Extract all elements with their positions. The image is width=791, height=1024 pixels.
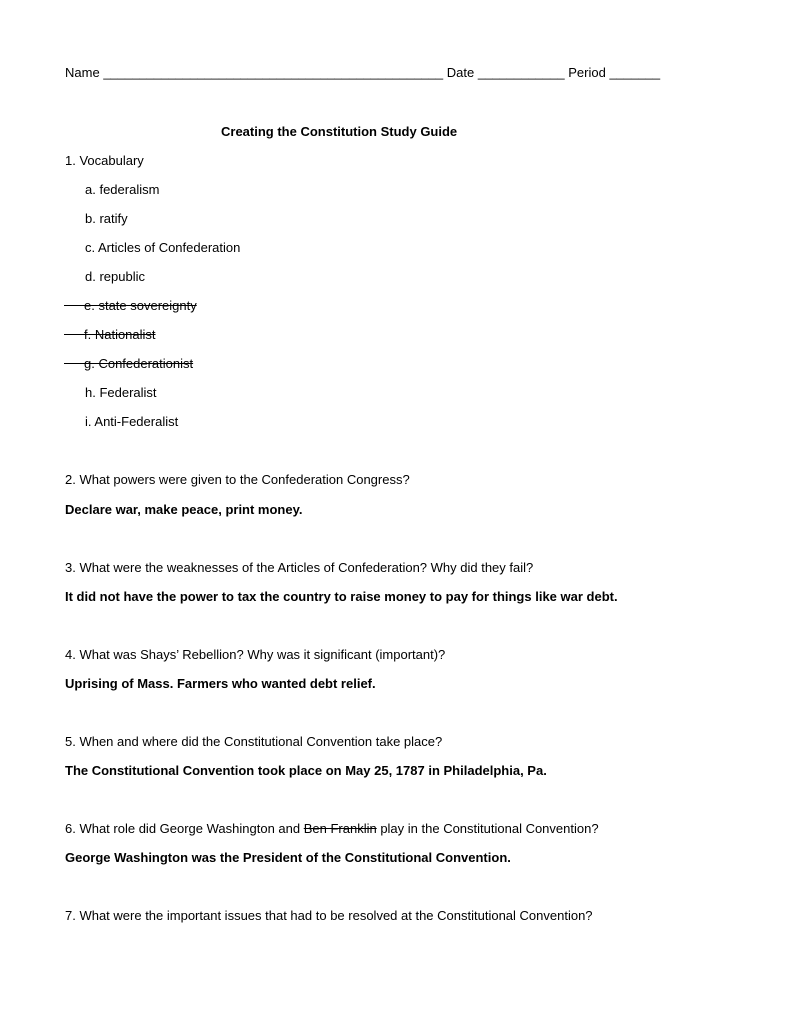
answer-3: It did not have the power to tax the country to raise money to pay for things like war debt. — [65, 589, 618, 604]
strike-dash — [64, 363, 84, 364]
question-7: 7. What were the important issues that had to be resolved at the Constitutional Convention? — [65, 908, 593, 923]
answer-4: Uprising of Mass. Farmers who wanted debt relief. — [65, 676, 376, 691]
vocab-item-e-text: e. state sovereignty — [84, 298, 197, 313]
date-label: Date — [446, 65, 475, 80]
header-line — [65, 65, 660, 81]
answer-2: Declare war, make peace, print money. — [65, 502, 303, 517]
answer-6: George Washington was the President of the Constitutional Convention. — [65, 850, 511, 865]
vocab-item-e — [64, 298, 197, 314]
name-blank[interactable]: _______________________________________________ — [103, 65, 444, 80]
period-blank[interactable]: _______ — [609, 65, 661, 80]
question-2: 2. What powers were given to the Confederation Congress? — [65, 472, 410, 487]
question-4: 4. What was Shays’ Rebellion? Why was it significant (important)? — [65, 647, 446, 662]
question-6 — [65, 821, 599, 837]
question-6-part1: 6. What role did George Washington and — [65, 821, 304, 836]
vocab-item-b: b. ratify — [85, 211, 128, 226]
vocab-item-d: d. republic — [85, 269, 145, 284]
vocab-item-g — [64, 356, 193, 372]
question-5: 5. When and where did the Constitutional Convention take place? — [65, 734, 443, 749]
page-title: Creating the Constitution Study Guide — [221, 124, 458, 139]
strike-dash — [64, 305, 84, 306]
question-3: 3. What were the weaknesses of the Articles of Confederation? Why did they fail? — [65, 560, 534, 575]
question-1: 1. Vocabulary — [65, 153, 144, 168]
period-label: Period — [568, 65, 606, 80]
date-blank[interactable]: ____________ — [477, 65, 565, 80]
vocab-item-h: h. Federalist — [85, 385, 157, 400]
vocab-item-i: i. Anti-Federalist — [85, 414, 179, 429]
vocab-item-f-text: f. Nationalist — [84, 327, 156, 342]
vocab-item-a: a. federalism — [85, 182, 160, 197]
answer-5: The Constitutional Convention took place on May 25, 1787 in Philadelphia, Pa. — [65, 763, 547, 778]
vocab-item-g-text: g. Confederationist — [84, 356, 194, 371]
strike-dash — [64, 334, 84, 335]
name-label: Name — [65, 65, 100, 80]
vocab-item-c: c. Articles of Confederation — [85, 240, 241, 255]
vocab-item-f — [64, 327, 156, 343]
question-6-part2: play in the Constitutional Convention? — [376, 821, 599, 836]
question-6-struck: Ben Franklin — [303, 821, 377, 836]
